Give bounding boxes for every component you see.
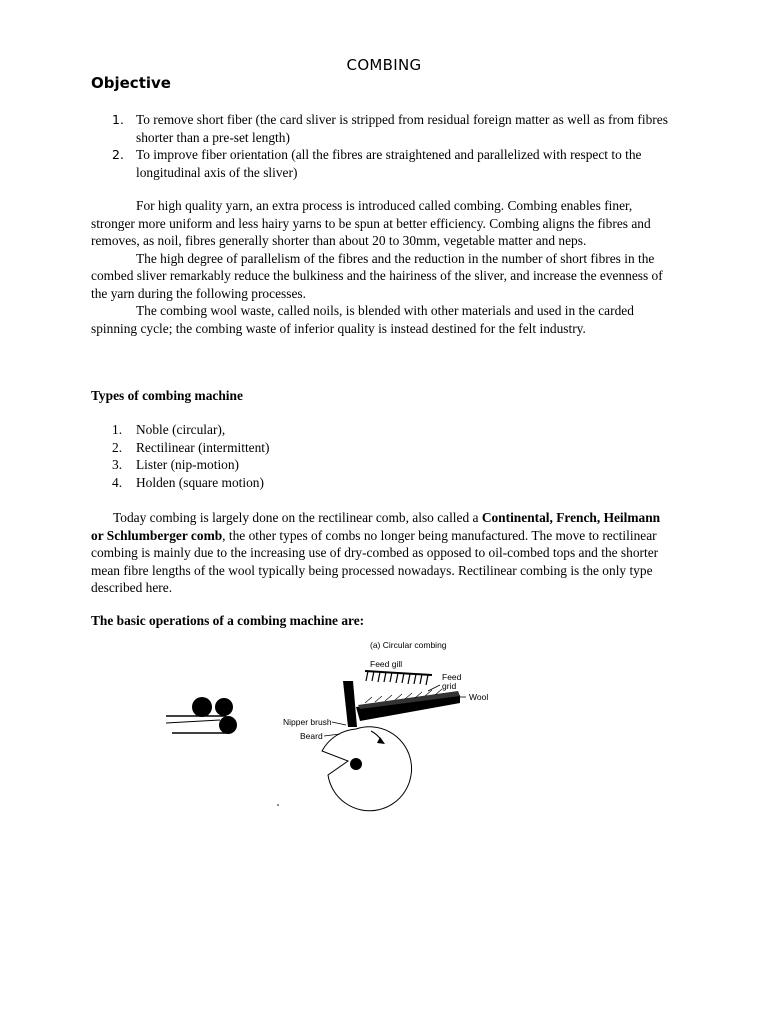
label-nipper-brush: Nipper brush (283, 717, 332, 727)
page-title: COMBING (346, 56, 422, 74)
list-number: 2. (112, 439, 123, 455)
paragraph-text: , the other types of combs no longer being manufactured. The move to rectilinear combing is mainly due to the increasing use of dry-combed as opposed to oil-combed tops and the shorter mean fibre lengths of the wool typically being processed nowadays. Rectilinear combing is the only type described here. (91, 527, 659, 595)
paragraph: For high quality yarn, an extra process is introduced called combing. Combing enables finer, stronger more uniform and less hairy yarns to be spun at better efficiency. Combing aligns the fibres and removes, as noil, fibres generally shorter than about 20 to 30mm, vegetable matter and neps. (91, 198, 651, 248)
list-text: Lister (nip-motion) (136, 457, 240, 472)
circular-comb (322, 727, 412, 811)
label-feed-grid-line2: grid (442, 681, 457, 691)
left-roller-assembly (166, 697, 237, 734)
list-text: To remove short fiber (the card sliver is stripped from residual foreign matter as well as from fibres shorter than a pre-set length) (136, 112, 668, 145)
label-wool: Wool (469, 692, 489, 702)
diagram-caption: (a) Circular combing (370, 640, 447, 650)
circular-combing-diagram (160, 633, 500, 813)
sliver-line (166, 720, 220, 723)
operations-heading: The basic operations of a combing machine are: (91, 613, 365, 628)
objective-heading: Objective (91, 74, 171, 92)
list-item (112, 146, 672, 181)
list-text: To improve fiber orientation (all the fibres are straightened and parallelized with respect to the longitudinal axis of the sliver) (136, 147, 642, 180)
list-item (112, 474, 269, 492)
paragraph-text: Today combing is largely done on the rectilinear comb, also called a (113, 510, 482, 525)
list-number: 1. (112, 422, 123, 437)
label-feed-grid-line1: Feed (442, 672, 462, 682)
comb-hub (350, 758, 362, 770)
list-text: Rectilinear (intermittent) (136, 439, 270, 455)
list-text: Holden (square motion) (136, 474, 264, 490)
nipper-bar (343, 681, 357, 727)
roller (192, 697, 212, 717)
types-heading: Types of combing machine (91, 388, 243, 403)
comb-names-bold: Continental, French, Heilmann or Schlumberger comb (91, 510, 661, 543)
list-item (112, 439, 269, 457)
list-number: 1. (112, 112, 124, 127)
wool-feed (356, 689, 460, 721)
objectives-list (112, 111, 672, 181)
roller (215, 698, 233, 716)
types-list (112, 421, 269, 491)
list-item (112, 111, 672, 146)
list-text: Noble (circular), (136, 422, 226, 437)
paragraph: The high degree of parallelism of the fibres and the reduction in the number of short fibres in the combed sliver remarkably reduce the bulkiness and the hairiness of the sliver, and increase the evenness of the yarn during the following processes. (91, 250, 663, 301)
label-feed-gill: Feed gill (370, 659, 403, 669)
label-beard: Beard (300, 731, 323, 741)
paragraph (91, 509, 675, 597)
intro-paragraphs (91, 197, 675, 337)
list-number: 2. (112, 147, 124, 162)
list-number: 3. (112, 457, 123, 472)
list-item (112, 421, 269, 439)
list-item (112, 456, 269, 474)
list-number: 4. (112, 474, 123, 490)
paragraph: The combing wool waste, called noils, is blended with other materials and used in the carded spinning cycle; the combing waste of inferior quality is instead destined for the felt industry. (91, 303, 634, 336)
label-feed-grid (442, 672, 464, 691)
rectilinear-paragraph (91, 509, 675, 597)
feed-gill-comb (365, 671, 432, 685)
roller (219, 716, 237, 734)
